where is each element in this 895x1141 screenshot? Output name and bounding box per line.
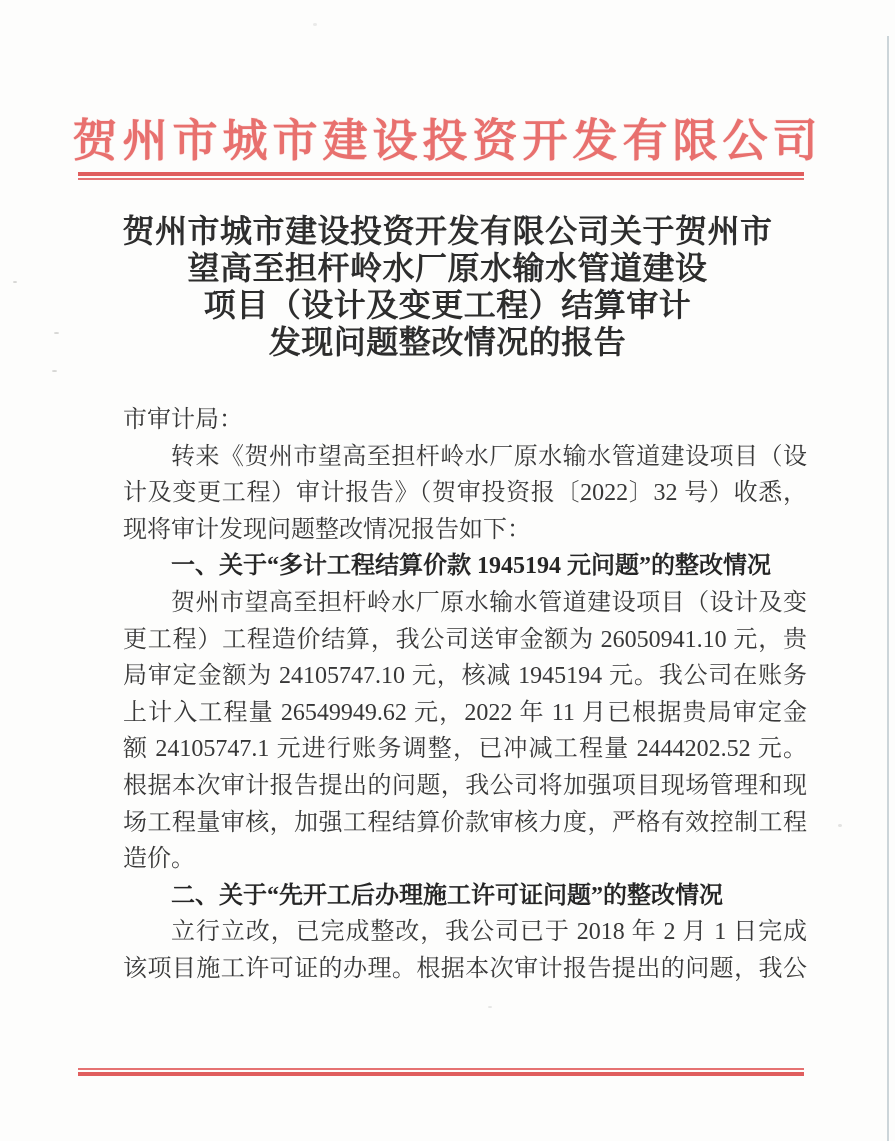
body-line: 立行立改，已完成整改，我公司已于 2018 年 2 月 1 日完成 — [171, 919, 807, 946]
header-rule-thin — [78, 178, 804, 180]
scan-speck — [313, 23, 317, 26]
section-heading-2: 二、关于“先开工后办理施工许可证问题”的整改情况 — [171, 882, 723, 909]
scan-speck — [838, 824, 842, 827]
header-rule-thick — [78, 172, 804, 176]
footer-rule-thick — [78, 1072, 804, 1076]
scan-speck — [13, 281, 17, 283]
title-line: 贺州市城市建设投资开发有限公司关于贺州市 — [122, 213, 773, 249]
body-line: 局审定金额为 24105747.10 元，核减 1945194 元。我公司在账务 — [123, 663, 807, 690]
body-line: 场工程量审核，加强工程结算价款审核力度，严格有效控制工程 — [123, 809, 807, 836]
title-line: 项目（设计及变更工程）结算审计 — [203, 287, 692, 323]
title-line: 发现问题整改情况的报告 — [268, 324, 627, 360]
body-line: 根据本次审计报告提出的问题，我公司将加强项目现场管理和现 — [123, 772, 807, 799]
scan-speck — [52, 370, 57, 372]
salutation-line: 市审计局： — [123, 407, 243, 433]
section-heading-1: 一、关于“多计工程结算价款 1945194 元问题”的整改情况 — [171, 553, 771, 580]
document-title — [0, 213, 895, 361]
body-line: 现将审计发现问题整改情况报告如下： — [123, 516, 531, 543]
body-line: 额 24105747.1 元进行账务调整，已冲减工程量 2444202.52 元。 — [123, 736, 807, 763]
footer-rule-thin — [78, 1068, 804, 1070]
title-line: 望高至担杆岭水厂原水输水管道建设 — [187, 250, 708, 286]
body-line: 更工程）工程造价结算，我公司送审金额为 26050941.10 元，贵 — [123, 626, 807, 653]
scan-speck — [54, 332, 59, 334]
document-body — [123, 402, 807, 988]
body-line: 该项目施工许可证的办理。根据本次审计报告提出的问题，我公 — [123, 955, 807, 982]
scan-speck — [488, 1006, 492, 1008]
body-line: 转来《贺州市望高至担杆岭水厂原水输水管道建设项目（设 — [171, 443, 807, 470]
body-line: 上计入工程量 26549949.62 元，2022 年 11 月已根据贵局审定金 — [123, 699, 807, 726]
body-line: 造价。 — [123, 846, 195, 873]
body-line: 贺州市望高至担杆岭水厂原水输水管道建设项目（设计及变 — [171, 589, 807, 616]
body-line: 计及变更工程）审计报告》（贺审投资报〔2022〕32 号）收悉， — [123, 480, 807, 507]
letterhead-company-name: 贺州市城市建设投资开发有限公司 — [72, 116, 823, 166]
scanner-edge-line — [887, 36, 889, 1141]
